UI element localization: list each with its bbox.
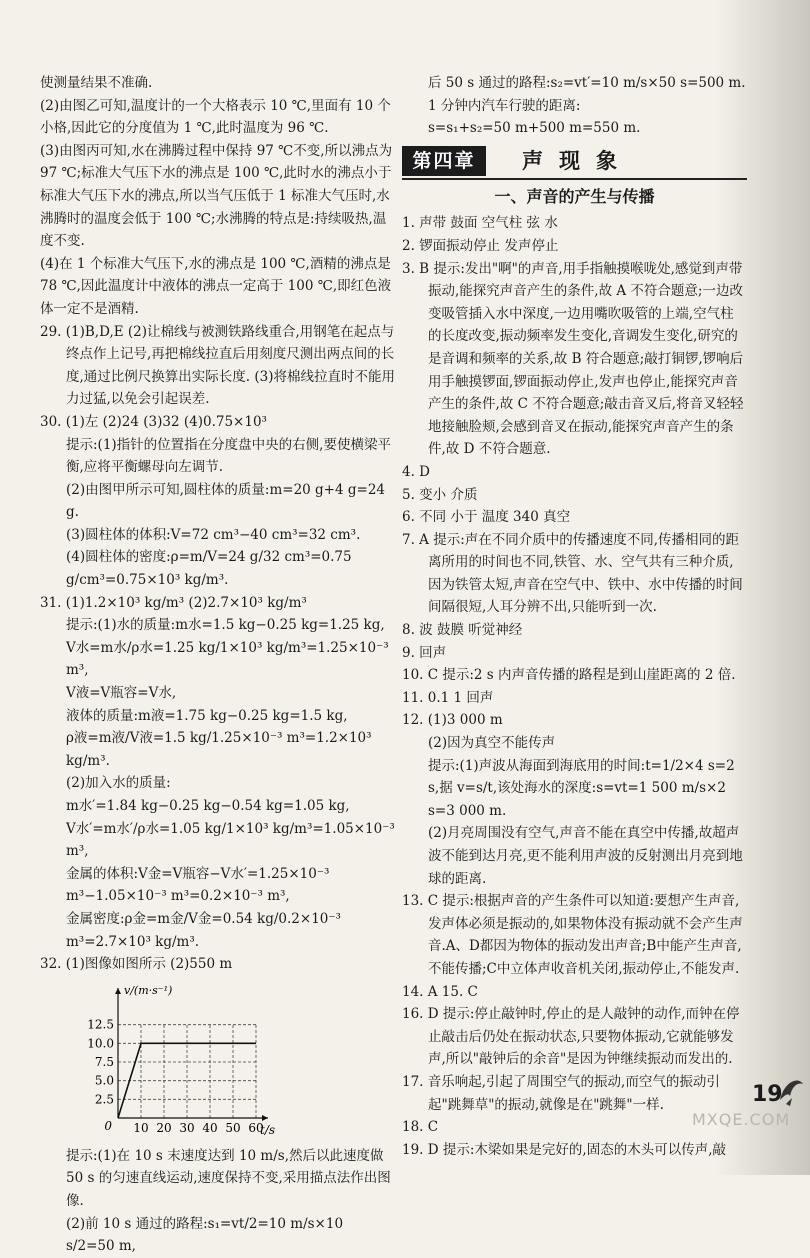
answer-line: (2)因为真空不能传声 — [428, 735, 556, 752]
right-answer-continuation — [402, 72, 747, 140]
answer-line: V水′=m水′/ρ水=1.05 kg/1×10³ kg/m³=1.05×10⁻³ m³, — [66, 820, 395, 860]
page-number: 19 — [752, 1082, 783, 1107]
answer-line: 使测量结果不准确. — [40, 75, 153, 91]
answer-line: 2. 锣面振动停止 发声停止 — [402, 237, 559, 254]
chapter-header — [402, 146, 747, 180]
answer-line: 11. 0.1 1 回声 — [402, 689, 494, 706]
origin-label: 0 — [104, 1118, 112, 1133]
answer-line: 18. C — [402, 1119, 439, 1136]
answer-line: 17. 音乐响起,引起了周围空气的振动,而空气的振动引起"跳舞草"的振动,就像是在"跳舞"一样. — [402, 1073, 720, 1113]
x-tick-label: 20 — [156, 1120, 172, 1135]
answer-line: 14. A 15. C — [402, 983, 478, 1000]
answer-line: (4)圆柱体的密度:ρ=m/V=24 g/32 cm³=0.75 g/cm³=0.75×10³ kg/m³. — [66, 549, 352, 589]
answer-line: 9. 回声 — [402, 644, 447, 661]
y-axis-label: v/(m·s⁻¹) — [124, 983, 173, 997]
answer-line: 7. A 提示:声在不同介质中的传播速度不同,传播相同的距离所用的时间也不同,铁管、水、空气共有三种介质,因为铁管太短,声音在空气中、铁中、水中传播的时间间隔很短,人耳分辨不出,只能听到一次. — [402, 531, 743, 616]
answer-line: 12. (1)3 000 m — [402, 712, 503, 729]
site-watermark: MXQE.COM — [692, 1110, 791, 1129]
answer-line: 31. (1)1.2×10³ kg/m³ (2)2.7×10³ kg/m³ — [40, 594, 307, 611]
answer-line: 金属的体积:V金=V瓶容−V水′=1.25×10⁻³ m³−1.05×10⁻³ m³=0.2×10⁻³ m³, — [66, 865, 330, 905]
velocity-time-chart — [80, 978, 280, 1143]
answer-line: (2)加入水的质量: — [66, 775, 171, 792]
answer-line: 4. D — [402, 463, 430, 480]
answer-line: 30. (1)左 (2)24 (3)32 (4)0.75×10³ — [40, 413, 267, 430]
right-answer-list — [402, 212, 747, 1161]
x-tick-label: 30 — [179, 1120, 195, 1135]
y-tick-label: 12.5 — [87, 1017, 114, 1032]
answer-line: (3)圆柱体的体积:V=72 cm³−40 cm³=32 cm³. — [66, 526, 361, 543]
answer-line: 16. D 提示:停止敲钟时,停止的是人敲钟的动作,而钟在停止敲击后仍处在振动状态,只要物体振动,它就能够发声,所以"敲钟后的余音"是因为钟继续振动而发出的. — [402, 1006, 740, 1068]
answer-line: 1 分钟内汽车行驶的距离: — [428, 97, 581, 114]
x-tick-label: 50 — [225, 1120, 241, 1135]
answer-line: 8. 波 鼓膜 听觉神经 — [402, 622, 523, 639]
answer-line: V液=V瓶容=V水, — [66, 685, 177, 702]
left-answer-continuation — [40, 1145, 395, 1258]
answer-line: 19. D 提示:木梁如果是完好的,固态的木头可以传声,敲 — [402, 1141, 727, 1158]
answer-line: 提示:(1)声波从海面到海底用的时间:t=1/2×4 s=2 s,据 v=s/t,该处海水的深度:s=vt=1 500 m/s×2 s=3 000 m. — [428, 757, 735, 819]
answer-line: 提示:(1)水的质量:m水=1.5 kg−0.25 kg=1.25 kg, — [66, 617, 385, 634]
x-tick-label: 10 — [133, 1120, 149, 1135]
answer-line: s=s₁+s₂=50 m+500 m=550 m. — [428, 120, 641, 137]
left-column — [40, 72, 395, 1258]
left-answer-list — [40, 72, 395, 976]
x-tick-label: 60 — [248, 1120, 264, 1135]
section-title: 一、声音的产生与传播 — [494, 186, 655, 206]
answer-line: 后 50 s 通过的路程:s₂=vt′=10 m/s×50 s=500 m. — [428, 75, 746, 91]
answer-line: (2)由图乙可知,温度计的一个大格表示 10 ℃,里面有 10 个小格,因此它的分度值为 1 ℃,此时温度为 96 ℃. — [40, 97, 391, 137]
x-axis-label: t/s — [260, 1122, 276, 1137]
answer-line: 1. 声带 鼓面 空气柱 弦 水 — [402, 215, 558, 232]
y-axis-arrow — [115, 988, 121, 994]
answer-line: 5. 变小 介质 — [402, 486, 478, 503]
answer-line: V水=m水/ρ水=1.25 kg/1×10³ kg/m³=1.25×10⁻³ m³, — [66, 639, 389, 679]
answer-line: (3)由图丙可知,水在沸腾过程中保持 97 ℃不变,所以沸点为 97 ℃;标准大气压下水的沸点是 100 ℃,此时水的沸点小于标准大气压下水的沸点,所以当气压低于 1 标准大气压时,水沸腾时的温度会低于 100 ℃;水沸腾的特点是:持续吸热,温度不变. — [40, 142, 393, 250]
chapter-title: 声现象 — [522, 148, 633, 173]
answer-line: 10. C 提示:2 s 内声音传播的路程是到山崖距离的 2 倍. — [402, 667, 736, 684]
answer-line: 32. (1)图像如图所示 (2)550 m — [40, 956, 233, 973]
y-tick-label: 10.0 — [87, 1036, 114, 1051]
answer-line: 3. B 提示:发出"啊"的声音,用手指触摸喉咙处,感觉到声带振动,能探究声音产生的条件,故 A 不符合题意;一边改变吸管插入水中深度,一边用嘴吹吸管的上端,空气柱的长度改变,振动频率发生变化,音调发生变化,研究的是音调和频率的关系,故 B 符合题意;敲打铜锣,锣响后用手触摸锣面,锣面振动停止,发声也停止,能探究声音产生的条件,故 C 不符合题意;敲击音叉后,将音叉轻轻地接触脸颊,会感到音叉在振动,能探究声音产生的条件,故 D 不符合题意. — [402, 260, 744, 458]
answer-line: 13. C 提示:根据声音的产生条件可以知道:要想产生声音,发声体必须是振动的,如果物体没有振动就不会产生声音.A、D都因为物体的振动发出声音;B中能产生声音,不能传播;C中立体声收音机关闭,振动停止,不能发声. — [402, 893, 743, 977]
y-tick-label: 5.0 — [94, 1073, 114, 1088]
answer-line: 提示:(1)指针的位置指在分度盘中央的右侧,要使横梁平衡,应将平衡螺母向左调节. — [66, 436, 391, 476]
right-column — [402, 72, 747, 1161]
y-tick-label: 7.5 — [94, 1054, 114, 1069]
answer-line: 提示:(1)在 10 s 末速度达到 10 m/s,然后以此速度做 50 s 的匀速直线运动,速度保持不变,采用描点法作出图像. — [66, 1147, 391, 1209]
answer-line: (4)在 1 个标准大气压下,水的沸点是 100 ℃,酒精的沸点是 78 ℃,因此温度计中液体的沸点一定高于 100 ℃,即红色液体一定不是酒精. — [40, 255, 392, 317]
answer-line: 金属密度:ρ金=m金/V金=0.54 kg/0.2×10⁻³ m³=2.7×10³ kg/m³. — [66, 910, 341, 950]
answer-line: m水′=1.84 kg−0.25 kg−0.54 kg=1.05 kg, — [66, 798, 350, 814]
x-tick-label: 40 — [202, 1120, 218, 1135]
answer-line: (2)月亮周围没有空气,声音不能在真空中传播,故超声波不能到达月亮,更不能利用声波的反射测出月亮到地球的距离. — [428, 825, 743, 887]
y-tick-label: 2.5 — [94, 1092, 114, 1107]
answer-line: (2)前 10 s 通过的路程:s₁=vt/2=10 m/s×10 s/2=50 m, — [66, 1215, 344, 1255]
answer-line: 29. (1)B,D,E (2)让棉线与被测铁路线重合,用钢笔在起点与终点作上记号,再把棉线拉直后用刻度尺测出两点间的长度,通过比例尺换算出实际长度. (3)将棉线拉直时不能用力过猛,以免会引起误差. — [40, 323, 395, 408]
answer-line: 6. 不同 小于 温度 340 真空 — [402, 509, 571, 526]
answer-line: ρ液=m液/V液=1.5 kg/1.25×10⁻³ m³=1.2×10³ kg/m³. — [66, 730, 372, 769]
answer-line: (2)由图甲所示可知,圆柱体的质量:m=20 g+4 g=24 g. — [66, 481, 386, 521]
answer-line: 液体的质量:m液=1.75 kg−0.25 kg=1.5 kg, — [66, 707, 348, 724]
chapter-tag: 第四章 — [402, 146, 486, 176]
